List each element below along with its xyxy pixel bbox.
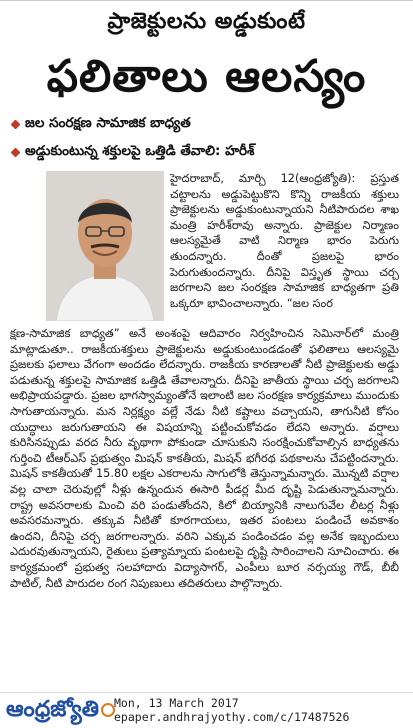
portrait-photo <box>46 171 164 321</box>
subhead-1-text: జల సంరక్షణ సామాజిక బాధ్యత <box>25 115 191 131</box>
diamond-bullet-icon <box>11 120 21 130</box>
kicker-headline: ప్రాజెక్టులను అడ్డుకుంటే <box>107 9 306 34</box>
article-right-column: హైదరాబాద్, మార్చి 12(ఆంధ్రజ్యోతి): ప్రస్తుత చట్టాలను అడ్డుపెట్టుకొని కొన్ని రాజకీయ శక్తులు ప్రాజెక్టులను అడ్డుకుంటున్నాయని నీటిపారుదల శాఖ మంత్రి హరీశ్‌రావు అన్నారు. ప్రాజెక్టుల నిర్మాణం ఆలస్యమైతే వాటి నిర్మాణ భారం పెరుగు తుందన్నారు. దీంతో ప్రజలపై భారం పెరుగుతుందన్నారు. దీనిపై విస్తృత స్థాయి చర్చ జరగాలని జల సంరక్షణ సామాజిక బాధ్యతగా ప్రతి ఒక్కరూ భావించాలన్నారు. “జల సంర <box>170 172 399 310</box>
person-portrait-icon <box>46 171 164 321</box>
epaper-url[interactable]: epaper.andhrajyothy.com/c/17487526 <box>114 710 350 724</box>
andhrajyothy-logo <box>6 693 102 726</box>
logo-text: ఆంధ్రజ్యోతి <box>6 697 99 722</box>
subhead-1 <box>12 115 191 134</box>
diamond-bullet-icon <box>11 148 21 158</box>
subhead-2 <box>12 143 254 162</box>
main-headline: ఫలితాలు ఆలస్యం <box>46 51 367 102</box>
publication-date: Mon, 13 March 2017 <box>114 696 239 710</box>
subhead-2-text: అడ్డుకుంటున్న శక్తులపై ఒత్తిడి తేవాలి: హరీశ్ <box>25 143 255 159</box>
article-body: క్షణ-సామాజిక బాధ్యత” అనే అంశంపై ఆదివారం నిర్వహించిన సెమినార్‌లో మంత్రి మాట్లాడుతూ.. రాజకీయశక్తులు ప్రాజెక్టులను అడ్డుకుంటుండడంతో ఫలితాలు ఆలస్యమై ప్రజలకు ఫలాలు వేగంగా అందడం లేదన్నారు. రాజకీయ కారణాలతో నీటి ప్రాజెక్టులకు అడ్డు పడుతున్న శక్తులపై సామాజిక ఒత్తిడి తేవాలన్నారు. దీనిపై జాతీయ స్థాయి చర్చ జరగాలని అభిప్రాయపడ్డారు. ప్రజల భాగస్వామ్యంతోనే ఇలాంటి జల సంరక్షణ కార్యక్రమాలు ముందుకు సాగుతాయన్నారు. మన నిర్లక్ష్యం వల్లే నేడు నీటి కష్టాలు వచ్చాయని, తాగునీటి కోసం యుద్ధాలు జరుగుతాయని ఈ విషయాన్ని పట్టించుకోవడం లేదని అన్నారు. వర్షాలు కురిసినప్పుడు వరద నీరు వృథాగా పోకుండా చూసుకుని సంరక్షించుకోవాల్సిన బాధ్యతను గుర్తించి టీఆర్‌ఎస్ ప్రభుత్వం మిషన్ కాకతీయ, మిషన్ భగీరథ పథకాలను చేపట్టిందన్నారు. మిషన్ కాకతీయతో 15.80 లక్షల ఎకరాలను సాగులోకి తెస్తున్నామన్నారు. మొన్నటి వర్షాల వల్ల చాలా చెరువుల్లో నీళ్లు ఉన్నందున ఈసారి పీడర్ల మీద దృష్టి పెడుతున్నామన్నారు. రాష్ట్ర అవసరాలకు మించి వరి పండుతోందని, కిలో బియ్యానికి నాలుగువేల లీటర్ల నీళ్లు అవసరమన్నారు. తక్కువ నీటితో కూరగాయలు, ఇతర పంటలు పండించే అవకాశం ఉందని, దీనిపై చర్చ జరగాలన్నారు. వరిని ఎక్కువ పండించడం వల్ల అనేక ఇబ్బందులు ఎదురవుతున్నాయని, రైతులు ప్రత్యామ్నాయ పంటలపై దృష్టి సారించాలని సూచించారు. ఈ కార్యక్రమంలో ప్రభుత్వ సలహాదారు విద్యాసాగర్, ఎంపీలు బూర నర్సయ్య గౌడ్, బీబీ పాటిల్, నీటి పారుదల రంగ నిపుణులు తదితరులు పాల్గొన్నారు. <box>10 327 399 590</box>
epaper-footer <box>0 692 413 728</box>
footer-meta <box>114 696 349 724</box>
logo-ring-icon <box>101 703 115 717</box>
